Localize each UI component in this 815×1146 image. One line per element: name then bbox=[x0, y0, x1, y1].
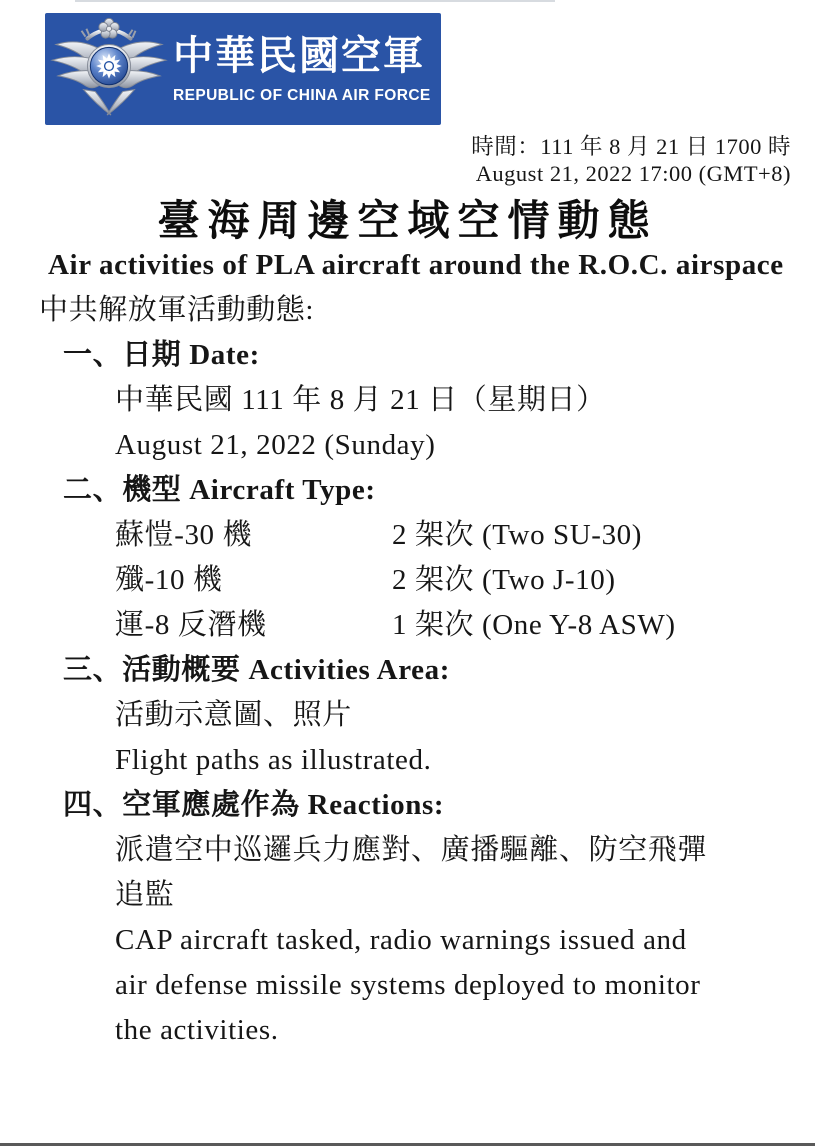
intro-line-en: Air activities of PLA aircraft around the R.O.C. airspace bbox=[48, 249, 784, 281]
reactions-line-en-1: CAP aircraft tasked, radio warnings issued and bbox=[115, 924, 687, 956]
reactions-line-zh-1: 派遣空中巡邏兵力應對、廣播驅離、防空飛彈 bbox=[115, 834, 708, 866]
reactions-line-en-2: air defense missile systems deployed to monitor bbox=[115, 969, 701, 1001]
section-activities-heading: 三、活動概要 Activities Area: bbox=[63, 654, 450, 686]
section-date-heading: 一、日期 Date: bbox=[63, 339, 260, 371]
timestamp-en: August 21, 2022 17:00 (GMT+8) bbox=[475, 161, 791, 186]
date-line-zh: 中華民國 111 年 8 月 21 日（星期日） bbox=[115, 384, 606, 416]
aircraft-type: 殲-10 機 bbox=[115, 564, 223, 596]
banner-title-en: REPUBLIC OF CHINA AIR FORCE bbox=[173, 86, 431, 104]
timestamp-block bbox=[471, 133, 791, 187]
aircraft-type: 蘇愷-30 機 bbox=[115, 519, 253, 551]
section-aircraft-heading: 二、機型 Aircraft Type: bbox=[63, 474, 376, 506]
rocaf-banner bbox=[45, 13, 441, 125]
aircraft-count: 2 架次 (Two SU-30) bbox=[392, 519, 643, 551]
aircraft-count: 2 架次 (Two J-10) bbox=[392, 564, 616, 596]
page-title: 臺海周邊空域空情動態 bbox=[157, 199, 658, 245]
reactions-line-zh-2: 追監 bbox=[115, 879, 175, 911]
scan-artifact-top bbox=[75, 0, 555, 2]
aircraft-row bbox=[0, 513, 815, 558]
banner-title-zh: 中華民國空軍 bbox=[173, 33, 425, 78]
banner-text bbox=[173, 34, 441, 105]
rocaf-wings-emblem-icon bbox=[45, 13, 173, 125]
timestamp-zh: 時間：111 年 8 月 21 日 1700 時 bbox=[471, 134, 791, 159]
activities-line-en: Flight paths as illustrated. bbox=[115, 744, 432, 776]
activities-line-zh: 活動示意圖、照片 bbox=[115, 699, 352, 731]
aircraft-type: 運-8 反潛機 bbox=[115, 609, 267, 641]
document-body bbox=[0, 243, 815, 1053]
aircraft-row bbox=[0, 558, 815, 603]
date-line-en: August 21, 2022 (Sunday) bbox=[115, 429, 436, 461]
intro-line-zh: 中共解放軍活動動態: bbox=[39, 294, 315, 326]
aircraft-count: 1 架次 (One Y-8 ASW) bbox=[392, 609, 676, 641]
reactions-line-en-3: the activities. bbox=[115, 1014, 279, 1046]
section-reactions-heading: 四、空軍應處作為 Reactions: bbox=[63, 789, 445, 821]
aircraft-row bbox=[0, 603, 815, 648]
